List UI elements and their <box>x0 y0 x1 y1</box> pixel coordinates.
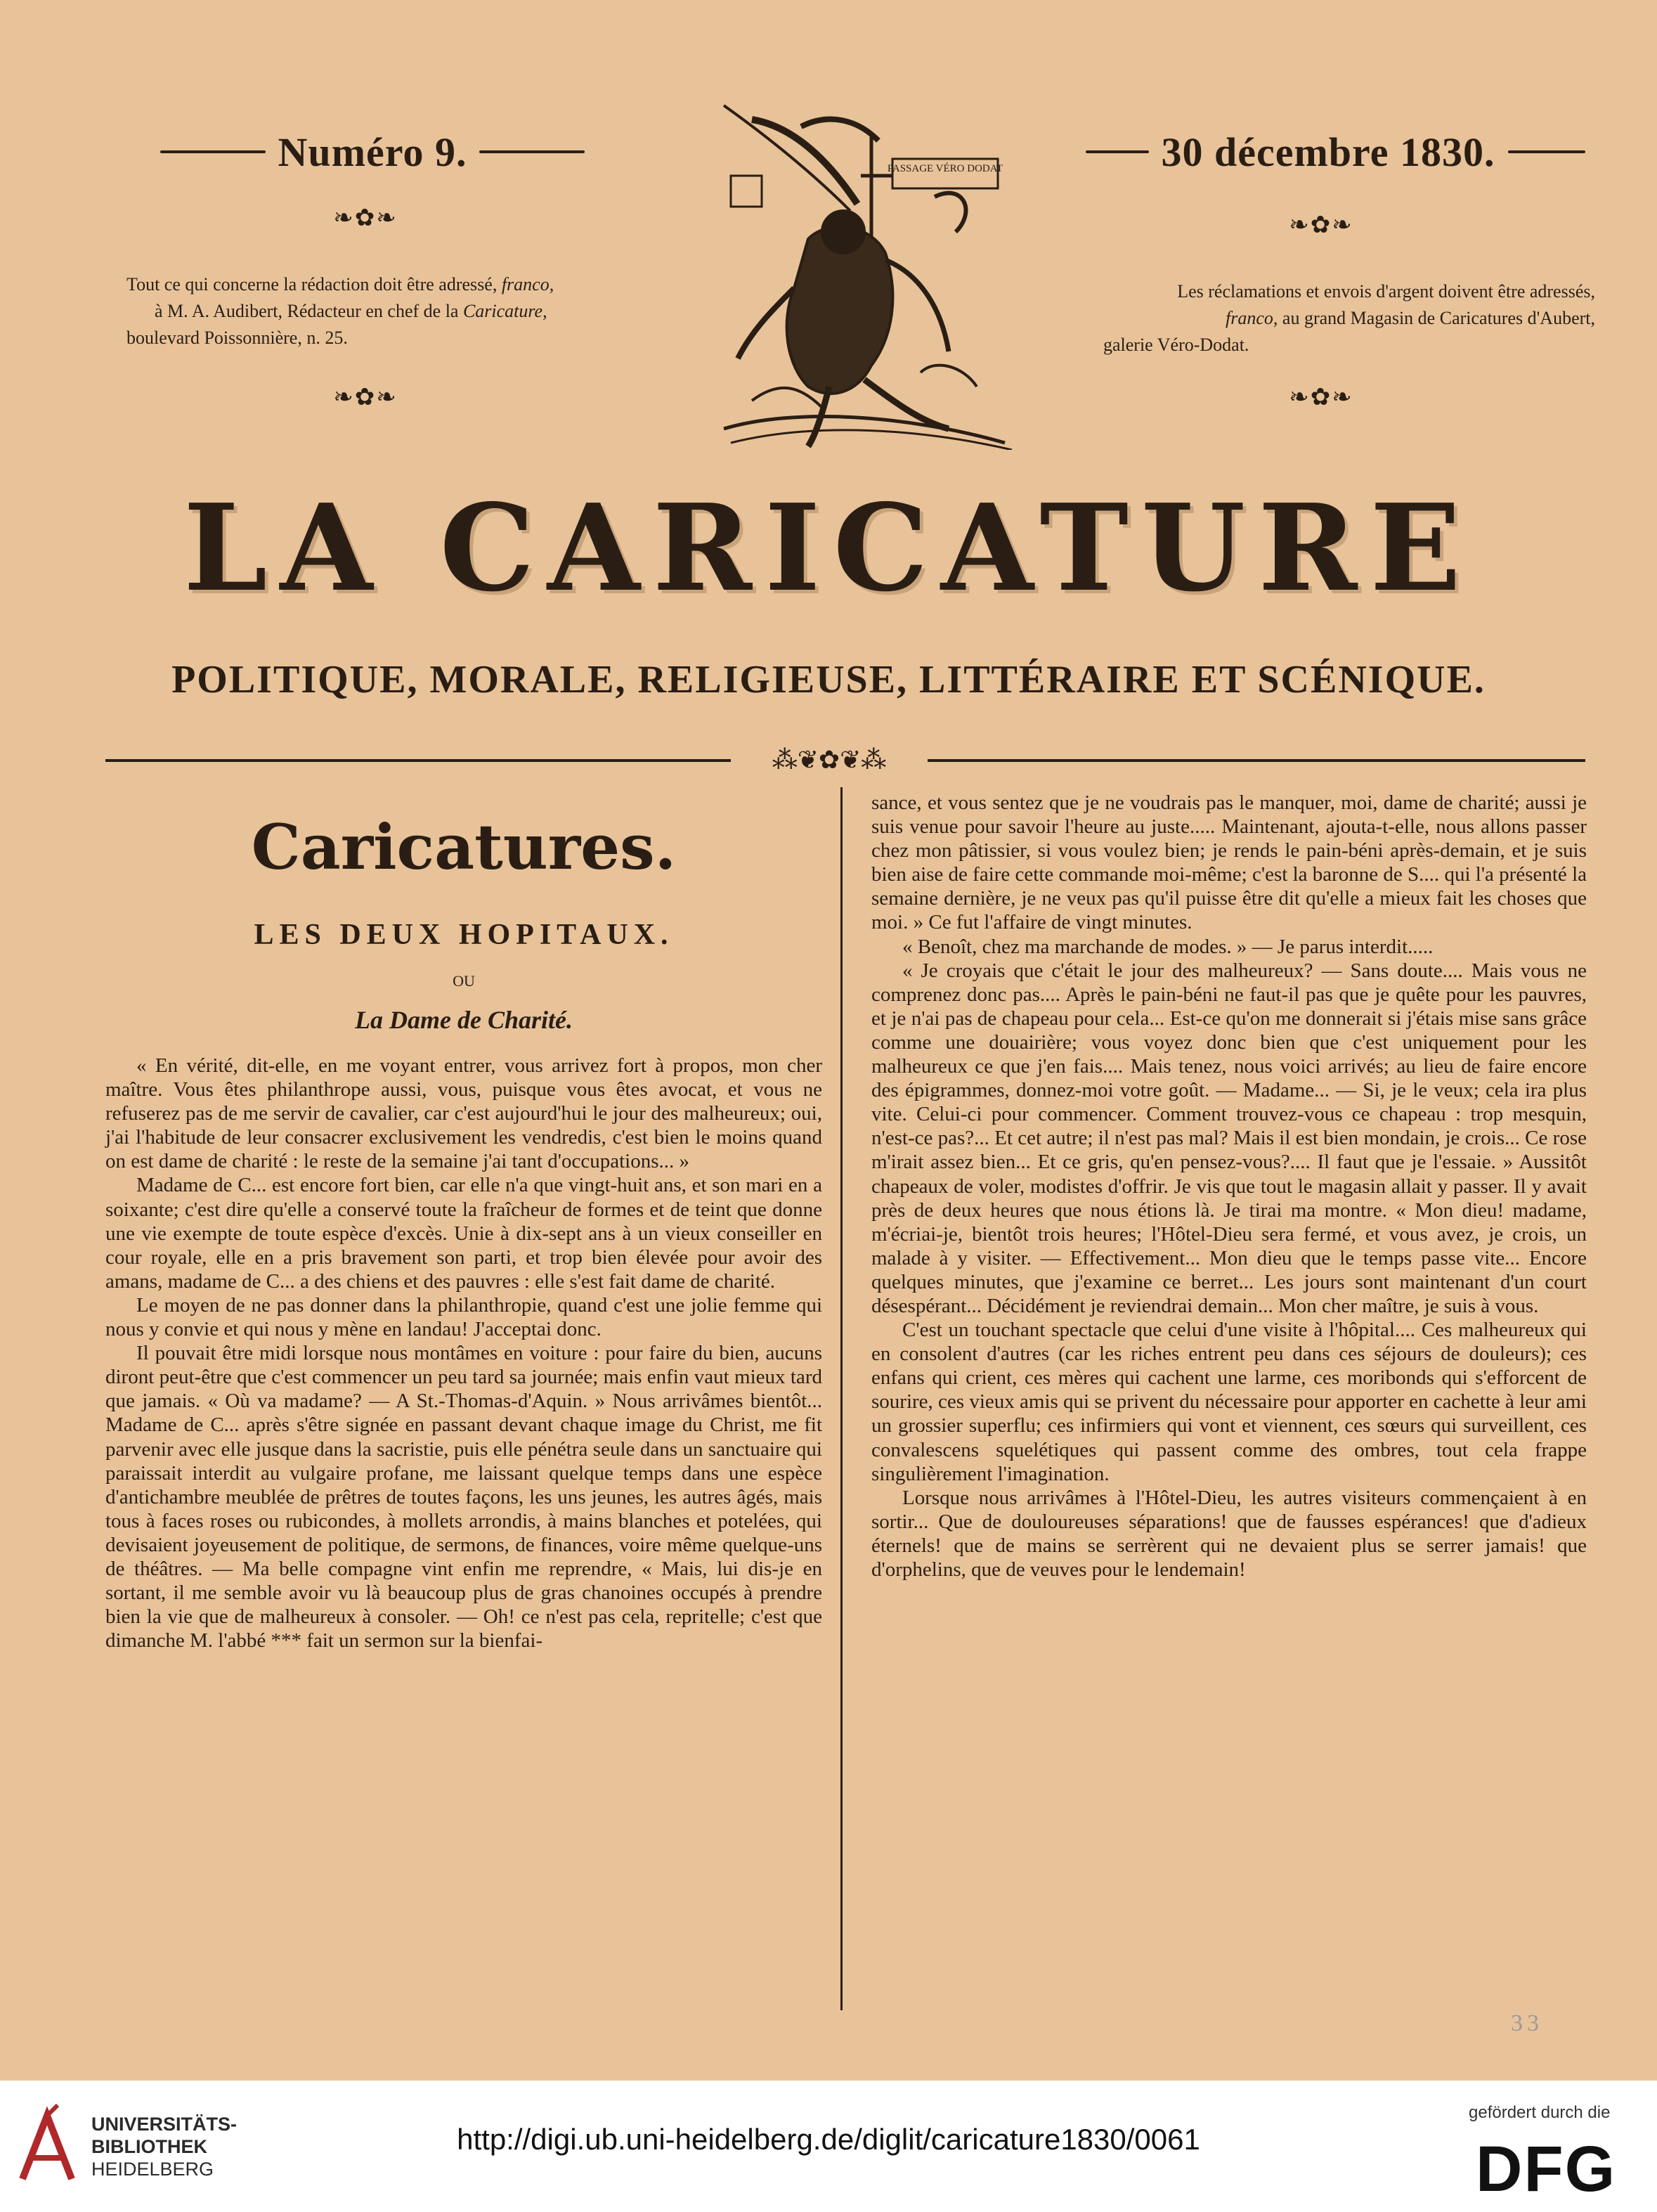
paragraph: Madame de C... est encore fort bien, car elle n'a que vingt-huit ans, et son mari en a soixante; c'est dire qu'elle a conservé toute la fraîcheur de formes et de teint que donne une vie exempte de toute espèce d'excès. Unie à dix-sept ans à un vieux conseiller en cour royale, elle en a pris bravement son parti, et trop bien élevée pour avoir des amans, madame de C... a des chiens et des pauvres : elle s'est fait dame de charité. <box>105 1174 822 1293</box>
source-url-link[interactable]: http://digi.ub.uni-heidelberg.de/diglit/caricature1830/0061 <box>457 2123 1200 2156</box>
editorial-line2-italic: Caricature, <box>462 301 547 321</box>
paragraph: Il pouvait être midi lorsque nous montâmes en voiture : pour faire du bien, aucuns diront peut-être que c'est commencer un peu tard sa journée; mais enfin vaut mieux tard que jamais. « Où va madame? — A St.-Thomas-d'Aquin. » Nous arrivâmes bientôt... Madame de C... après s'être signée en passant devant chaque image du Christ, me fit parvenir avec elle jusque dans la sacristie, puis elle pénétra seule dans un sanctuaire qui paraissait interdit au vulgaire profane, me laissant quelque temps dans une espèce d'antichambre meublée de prêtres de toutes façons, les uns jeunes, les autres âgés, mais tous à faces roses ou rubicondes, à mollets arrondis, à mains blanches et potelées, qui devisaient joyeusement de politique, de sermons, de finances, voire même quelque-uns de théâtres. — Ma belle compagne vint enfin me reprendre, « Mais, lui dis-je en sortant, il me semble avoir vu là beaucoup plus de gras chanoines occupés à prendre bien la vie que de malheureux à consoler. — Oh! ce n'est pas cela, repritelle; c'est que dimanche M. l'abbé *** fait un sermon sur la bienfai- <box>105 1342 822 1652</box>
library-line3: HEIDELBERG <box>91 2159 214 2180</box>
issue-date-text: 30 décembre 1830. <box>1161 129 1495 175</box>
jester-vignette-icon <box>710 98 1019 450</box>
dfg-logo: DFG <box>1476 2133 1617 2205</box>
editorial-line2: à M. A. Audibert, Rédacteur en chef de la <box>155 301 463 321</box>
editorial-address <box>126 271 632 351</box>
editorial-line1-italic: franco, <box>501 274 554 295</box>
masthead-title: LA CARICATURE <box>183 478 1474 619</box>
subscription-line1: Les réclamations et envois d'argent doivent être adressés, <box>1177 281 1595 302</box>
paragraph: Lorsque nous arrivâmes à l'Hôtel-Dieu, les autres visiteurs commençaient à en sortir... Que de douloureuses séparations! que de fausses espérances! que d'adieux éternels! que de mains se serrèrent qui ne devaient plus se serrer jamais! que d'orphelins, que de veuves pour le lendemain! <box>871 1486 1587 1581</box>
story-or: OU <box>453 972 475 990</box>
story-subtitle: La Dame de Charité. <box>355 1006 573 1034</box>
ornament-icon: ❧✿❧ <box>333 205 398 231</box>
story-title: LES DEUX HOPITAUX. <box>254 919 674 951</box>
subscription-address <box>1075 278 1595 358</box>
paragraph: sance, et vous sentez que je ne voudrais pas le manquer, moi, dame de charité; aussi je suis venue pour savoir l'heure au juste..... Maintenant, ajouta-t-elle, nous allons passer chez mon pâtissier, si vous voulez bien; je rends le pain-béni après-demain, et je suis bien aise de faire cette commande moi-même; c'est la baronne de S.... qui l'a présenté la semaine dernière, je ne veux pas qu'il puisse être dit qu'elle a mieux fait les choses que moi. » Ce fut l'affaire de vingt minutes. <box>871 791 1587 934</box>
paragraph: Le moyen de ne pas donner dans la philanthropie, quand c'est une jolie femme qui nous y convie et qui nous y mène en landau! J'acceptai donc. <box>105 1293 822 1341</box>
rule-left <box>160 150 266 153</box>
issue-number-text: Numéro 9. <box>278 129 467 175</box>
paragraph: « En vérité, dit-elle, en me voyant entrer, vous arrivez fort à propos, mon cher maître. Vous êtes philanthrope aussi, vous, puisque vous êtes avocat, et vous ne refuserez pas de me servir de cavalier, car c'est aujourd'hui le jour des malheureux; oui, j'ai l'habitude de leur consacrer exclusivement les vendredis, c'est bien le moins quand on est dame de charité : le reste de la semaine j'ai tant d'occupations... » <box>105 1054 822 1173</box>
issue-date <box>1068 131 1602 173</box>
digitization-footer <box>0 2081 1657 2212</box>
column-rule <box>840 787 843 2010</box>
rule-left <box>1086 150 1149 153</box>
vignette-sign-text: PASSAGE VÉRO DODAT <box>887 163 1003 174</box>
ornament-icon: ❧✿❧ <box>1289 384 1353 410</box>
ornament-icon: ❧✿❧ <box>333 384 398 410</box>
library-line2: BIBLIOTHEK <box>91 2136 207 2157</box>
ornament-icon: ❧✿❧ <box>1289 212 1353 238</box>
masthead-subtitle: POLITIQUE, MORALE, RELIGIEUSE, LITTÉRAIRE ET SCÉNIQUE. <box>171 658 1486 701</box>
support-text: gefördert durch die <box>1469 2103 1611 2122</box>
page-number: 33 <box>1511 2010 1543 2036</box>
editorial-line1: Tout ce qui concerne la rédaction doit être adressé, <box>126 274 502 295</box>
subscription-line2-italic: franco, <box>1226 308 1278 328</box>
subscription-line2: au grand Magasin de Caricatures d'Aubert, <box>1278 308 1595 328</box>
issue-number <box>119 131 625 173</box>
paragraph: « Je croyais que c'était le jour des malheureux? — Sans doute.... Mais vous ne comprenez donc pas.... Après le pain-béni ne faut-il pas que je quête pour les pauvres, et je n'ai pas de chapeau pour cela... Est-ce qu'on me donnerait si j'étais mise sans grâce comme une douairière; vous voyez donc bien que c'est uniquement pour les malheureux ce que j'en fais.... Mais tenez, nous voici arrivés; au lieu de faire encore des épigrammes, donnez-moi votre goût. — Madame... — Si, je le veux; cela ira plus vite. Celui-ci pour commencer. Comment trouvez-vous ce chapeau : trop mesquin, n'est-ce pas?... Et cet autre; il n'est pas mal? Mais il est bien mondain, je crois... Ce rose m'irait assez bien... Et ce gris, qu'en pensez-vous?.... Il faut que je l'essaie. » Aussitôt chapeaux de voler, modistes d'offrir. Je vis que tout le magasin allait y passer. Il y avait près de deux heures que nous étions là. Je tirai ma montre. « Mon dieu! madame, m'écriai-je, bientôt trois heures; l'Hôtel-Dieu sera fermé, et vous avez, je crois, un malade à y visiter. — Effectivement... Mon dieu que le temps passe vite... Encore quelques minutes, que j'examine ce berret... Les jours sont maintenant d'un court désespérant... Décidément je reviendrai demain... Mon cher maître, je suis à vous. <box>871 959 1587 1317</box>
paragraph: C'est un touchant spectacle que celui d'une visite à l'hôpital.... Ces malheureux qui en consolent d'autres (car les riches entrent peu dans ces séjours de douleurs); ces enfans qui crient, ces mères qui cachent une larme, ces moribonds qui s'efforcent de sourire, ces vieux amis qui se privent du nécessaire pour apporter en cachette à leur ami un grossier superflu; ces infirmiers qui vont et viennent, ces sœurs qui surveillent, ces convalescens squelétiques qui passent comme des ombres, tout cela frappe singulièrement l'imagination. <box>871 1319 1587 1485</box>
paragraph: « Benoît, chez ma marchande de modes. » — Je parus interdit..... <box>902 935 1434 958</box>
subscription-line3: galerie Véro-Dodat. <box>1103 335 1249 355</box>
section-title: Caricatures. <box>251 810 677 884</box>
divider-ornament-icon: ⁂❦✿❦⁂ <box>731 745 928 775</box>
library-line1: UNIVERSITÄTS- <box>91 2114 238 2135</box>
rule-right <box>1508 150 1585 153</box>
editorial-line3: boulevard Poissonnière, n. 25. <box>126 328 348 348</box>
article-column-right <box>871 791 1587 1582</box>
article-column-left <box>105 791 822 1652</box>
rule-right <box>479 150 585 153</box>
